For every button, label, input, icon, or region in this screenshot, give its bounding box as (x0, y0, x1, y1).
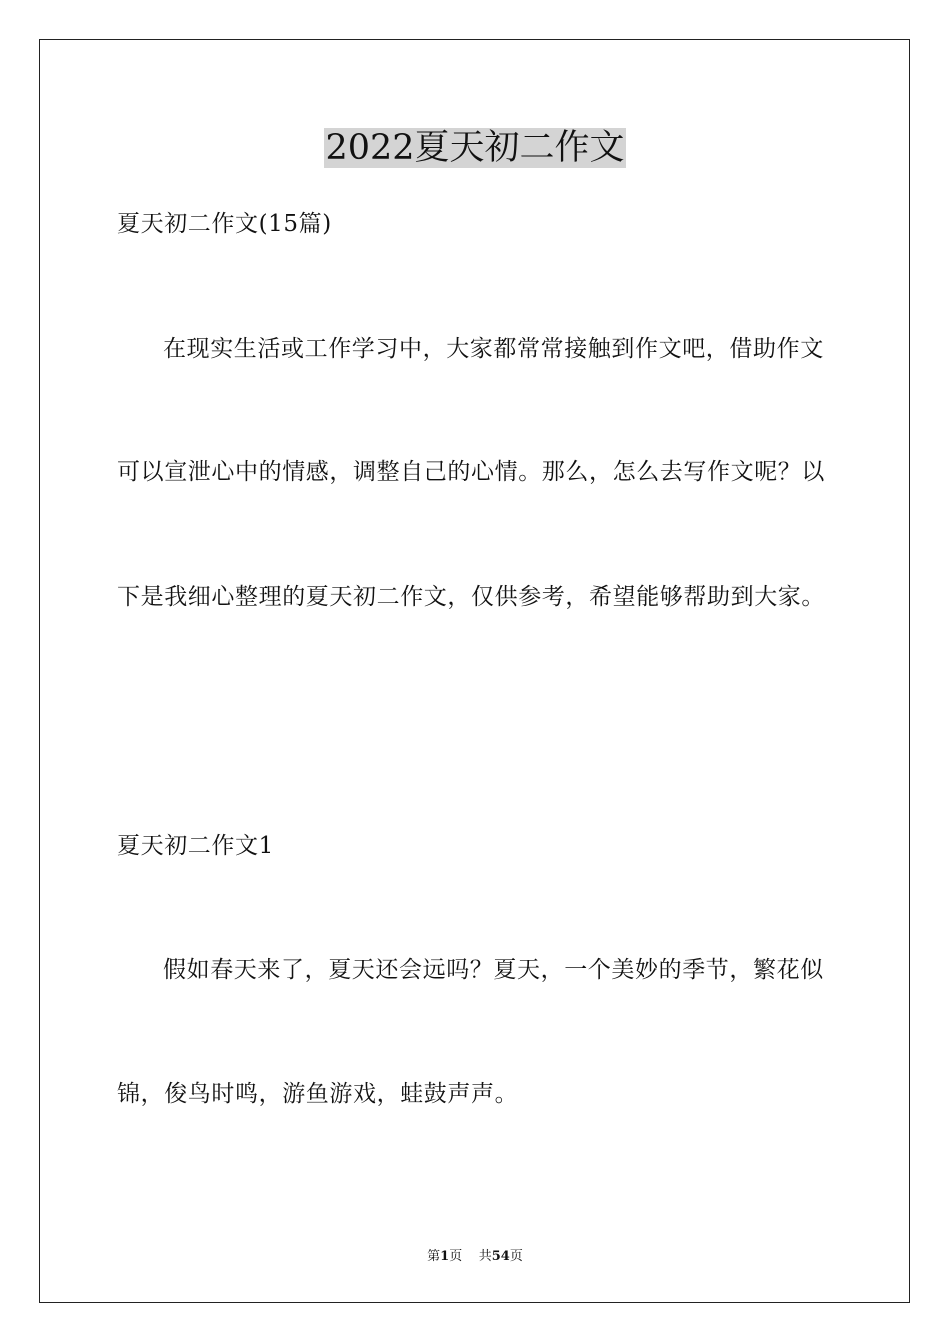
document-title-text: 2022夏天初二作文 (325, 128, 625, 168)
footer-total-suffix: 页 (509, 1249, 523, 1264)
intro-line-3: 下是我细心整理的夏天初二作文，仅供参考，希望能够帮助到大家。 (117, 584, 825, 610)
footer-page-number: 1 (440, 1249, 450, 1264)
footer-total-pages: 54 (491, 1249, 510, 1264)
document-subtitle: 夏天初二作文(15篇) (117, 211, 332, 237)
section-line-1: 假如春天来了，夏天还会远吗？夏天，一个美妙的季节，繁花似 (163, 957, 824, 983)
intro-line-1: 在现实生活或工作学习中，大家都常常接触到作文吧，借助作文 (163, 336, 824, 362)
page-footer (0, 1248, 950, 1266)
section-line-2: 锦，俊鸟时鸣，游鱼游戏，蛙鼓声声。 (117, 1081, 519, 1107)
document-title (0, 126, 950, 170)
footer-page-suffix: 页 (449, 1249, 463, 1264)
footer-page-prefix: 第 (427, 1249, 441, 1264)
footer-total-prefix: 共 (478, 1249, 492, 1264)
section-heading: 夏天初二作文1 (117, 833, 274, 859)
intro-line-2: 可以宣泄心中的情感，调整自己的心情。那么，怎么去写作文呢？以 (117, 459, 825, 485)
